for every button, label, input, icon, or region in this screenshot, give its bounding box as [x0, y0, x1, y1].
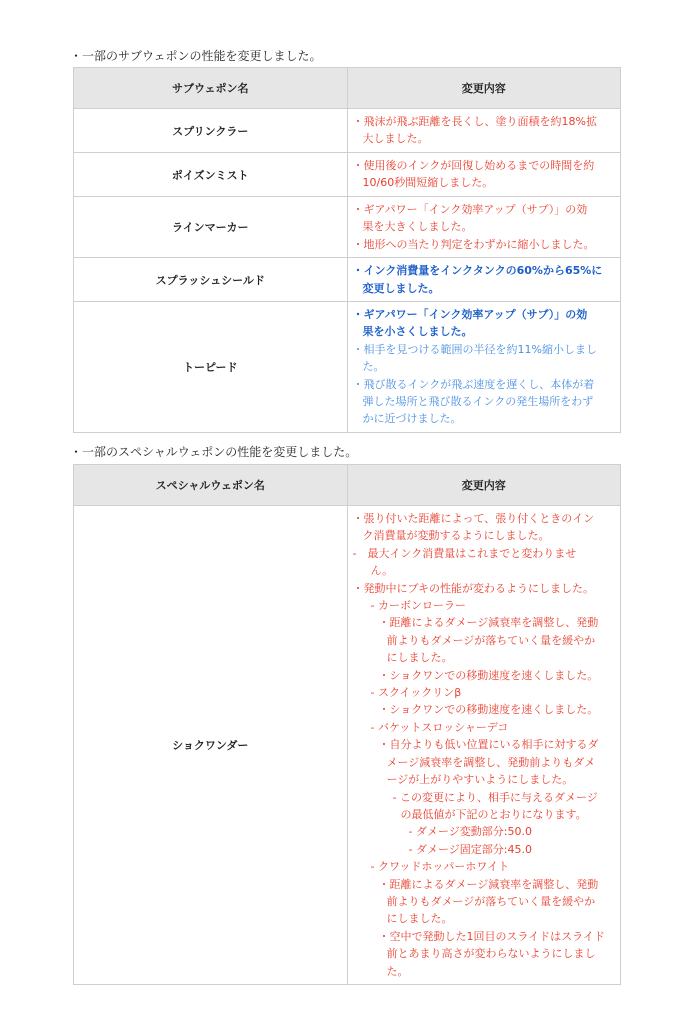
change-line: - ダメージ固定部分:45.0: [408, 842, 532, 856]
table-header-row: [74, 465, 621, 506]
change-line: 前よりもダメージが落ちていく量を緩やか: [386, 633, 596, 647]
weapon-name: トーピード: [74, 302, 348, 433]
change-line: ・張り付いた距離によって、張り付くときのイン: [352, 512, 595, 525]
change-line: - バケットスロッシャーデコ: [370, 720, 509, 734]
change-line: にしました。: [386, 651, 453, 665]
change-line: - ダメージ変動部分:50.0: [408, 825, 532, 839]
change-line: - この変更により、相手に与えるダメージ: [392, 790, 598, 804]
change-line: た。: [362, 360, 385, 374]
change-line: ・空中で発動した1回目のスライドはスライド: [378, 929, 605, 943]
weapon-name: ショクワンダー: [74, 506, 348, 985]
change-line: ・飛沫が飛ぶ距離を長くし、塗り面積を約18%拡: [352, 115, 597, 128]
change-line: 大しました。: [362, 132, 429, 146]
change-list: [347, 258, 621, 302]
change-line: ・自分よりも低い位置にいる相手に対するダ: [378, 738, 599, 752]
change-list: [347, 197, 621, 258]
table-row: [74, 506, 621, 985]
change-line: 10/60秒間短縮しました。: [362, 176, 494, 190]
change-line: ん。: [370, 564, 394, 578]
change-line: ・ギアパワー「インク効率アップ（サブ）」の効: [352, 203, 588, 216]
change-line: の最低値が下記のとおりになります。: [400, 807, 587, 821]
change-line: - 最大インク消費量はこれまでと変わりませ: [352, 546, 577, 560]
change-line: 果を大きくしました。: [362, 220, 473, 234]
sub-weapon-changes-header: 変更内容: [347, 68, 621, 109]
change-line: - スクイックリンβ: [370, 686, 462, 700]
table-row: [74, 302, 621, 433]
change-line: ・使用後のインクが回復し始めるまでの時間を約: [352, 159, 595, 172]
change-line: 弾した場所と飛び散るインクの発生場所をわず: [362, 395, 594, 409]
change-line: ・飛び散るインクが飛ぶ速度を遅くし、本体が着: [352, 377, 595, 391]
change-line: - クワッドホッパーホワイト: [370, 860, 510, 874]
change-line: ・ショクワンでの移動速度を速くしました。: [378, 668, 599, 682]
weapon-name: スプラッシュシールド: [74, 258, 348, 302]
change-list: [347, 153, 621, 197]
sub-weapon-name-header: サブウェポン名: [74, 68, 348, 109]
change-line: - カーボンローラー: [370, 599, 466, 613]
change-line: ・距離によるダメージ減衰率を調整し、発動: [378, 877, 599, 891]
table-header-row: [74, 68, 621, 109]
table-row: [74, 109, 621, 153]
change-line: かに近づけました。: [362, 412, 462, 426]
change-line: ・距離によるダメージ減衰率を調整し、発動: [378, 616, 599, 630]
change-line: ・地形への当たり判定をわずかに縮小しました。: [352, 237, 595, 251]
table-row: [74, 258, 621, 302]
change-line: ・ショクワンでの移動速度を速くしました。: [378, 703, 599, 717]
change-line: ージが上がりやすいようにしました。: [386, 773, 574, 787]
weapon-name: ポイズンミスト: [74, 153, 348, 197]
change-line: ク消費量が変動するようにしました。: [362, 529, 550, 543]
change-line: た。: [386, 964, 409, 978]
change-line: 前とあまり高さが変わらないようにしまし: [386, 947, 596, 961]
table-row: [74, 153, 621, 197]
change-line: にしました。: [386, 912, 453, 926]
change-list: [347, 506, 621, 985]
sub-weapon-section-note: ・一部のサブウェポンの性能を変更しました。: [70, 49, 322, 63]
special-weapon-table: [73, 464, 621, 985]
change-line: メージ減衰率を調整し、発動前よりもダメ: [386, 755, 596, 769]
change-line: 前よりもダメージが落ちていく量を緩やか: [386, 894, 596, 908]
special-weapon-name-header: スペシャルウェポン名: [74, 465, 348, 506]
change-list: [347, 302, 621, 433]
change-line: ・ギアパワー「インク効率アップ（サブ）」の効: [352, 308, 588, 322]
special-weapon-changes-header: 変更内容: [347, 465, 621, 506]
change-line: ・相手を見つける範囲の半径を約11%縮小しまし: [352, 342, 597, 356]
change-list: [347, 109, 621, 153]
change-line: 果を小さくしました。: [362, 325, 473, 339]
weapon-name: ラインマーカー: [74, 197, 348, 258]
weapon-name: スプリンクラー: [74, 109, 348, 153]
special-weapon-section-note: ・一部のスペシャルウェポンの性能を変更しました。: [70, 445, 358, 459]
change-line: ・発動中にブキの性能が変わるようにしました。: [352, 581, 595, 595]
table-row: [74, 197, 621, 258]
change-line: 変更しました。: [362, 281, 440, 295]
sub-weapon-table: [73, 67, 621, 433]
change-line: ・インク消費量をインクタンクの60%から65%に: [352, 264, 603, 278]
